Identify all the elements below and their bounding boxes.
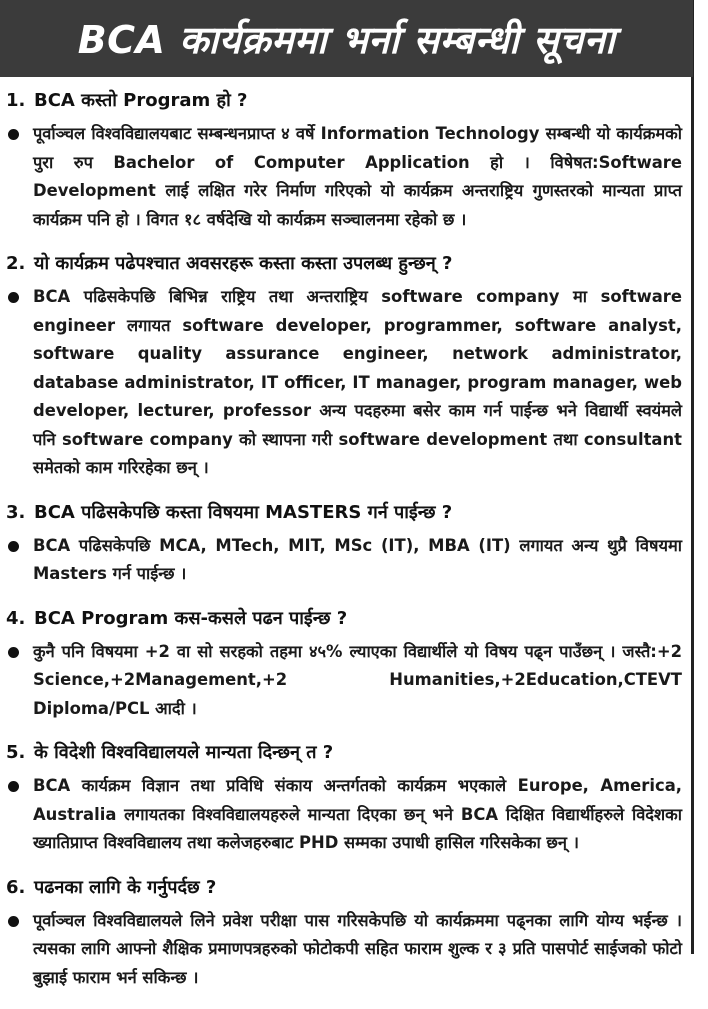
bullet-icon [8, 916, 19, 927]
bullet-icon [8, 292, 19, 303]
question-text: BCA पढिसकेपछि कस्ता विषयमा MASTERS गर्न पाईन्छ ? [34, 501, 453, 523]
faq-item-5 [0, 740, 690, 858]
question-row [0, 740, 690, 766]
answer-text: BCA पढिसकेपछि बिभिन्न राष्ट्रिय तथा अन्तराष्ट्रिय software company मा software engineer लगायत software developer, programmer, software analyst, software quality assurance engineer, network administrator, database administrator, IT officer, IT manager, program manager, web developer, lecturer, professor अन्य पदहरुमा बसेर काम गर्न पाईन्छ भने विद्यार्थी स्वयंमले पनि software company को स्थापना गरी software development तथा consultant समेतको काम गरिरहेका छन् । [33, 287, 682, 477]
right-border-rule [691, 0, 694, 954]
bullet-icon [8, 129, 19, 140]
question-number: 5. [6, 742, 26, 763]
answer-text: BCA पढिसकेपछि MCA, MTech, MIT, MSc (IT), MBA (IT) लगायत अन्य थुप्रै विषयमा Masters गर्न पाईन्छ । [33, 535, 682, 583]
question-number: 4. [6, 607, 26, 629]
faq-list [0, 88, 690, 1009]
question-row [0, 875, 690, 901]
bullet-icon [8, 647, 19, 658]
bullet-icon [8, 781, 19, 792]
page-title: BCA कार्यक्रममा भर्ना सम्बन्धी सूचना [77, 17, 616, 62]
answer-row [0, 283, 690, 483]
faq-item-2 [0, 251, 690, 483]
faq-item-6 [0, 875, 690, 993]
answer-row [0, 120, 690, 234]
question-number: 2. [6, 253, 26, 274]
answer-row [0, 907, 690, 993]
header-banner [0, 0, 693, 77]
question-text: पढनका लागि के गर्नुपर्दछ ? [34, 876, 217, 898]
question-text: के विदेशी विश्वविद्यालयले मान्यता दिन्छन् त ? [34, 742, 334, 763]
answer-row [0, 532, 690, 589]
question-row [0, 606, 690, 632]
question-number: 3. [6, 501, 26, 523]
answer-text: पूर्वाञ्चल विश्वविद्यालयबाट सम्बन्धनप्राप्त ४ वर्षे Information Technology सम्बन्धी यो कार्यक्रमको पुरा रुप Bachelor of Computer Application हो । विषेषत:Software Development लाई लक्षित गरेर निर्माण गरिएको यो कार्यक्रम अन्तराष्ट्रिय गुणस्तरको मान्यता प्राप्त कार्यक्रम पनि हो । विगत १८ वर्षदेखि यो कार्यक्रम सञ्चालनमा रहेको छ । [33, 124, 682, 229]
answer-text: पूर्वाञ्चल विश्वविद्यालयले लिने प्रवेश परीक्षा पास गरिसकेपछि यो कार्यक्रममा पढ्नका लागि योग्य भईन्छ । त्यसका लागि आफ्नो शैक्षिक प्रमाणपत्रहरुको फोटोकपी सहित फाराम शुल्क र ३ प्रति पासपोर्ट साईजको फोटो बुझाई फाराम भर्न सकिन्छ । [33, 910, 682, 987]
faq-item-4 [0, 606, 690, 724]
question-number: 6. [6, 876, 26, 898]
answer-row [0, 638, 690, 724]
question-row [0, 88, 690, 114]
faq-item-3 [0, 500, 690, 589]
question-row [0, 500, 690, 526]
answer-text: कुनै पनि विषयमा +2 वा सो सरहको तहमा ४५% ल्याएका विद्यार्थीले यो विषय पढ्न पाउँछन् । जस्तै:+2 Science,+2Management,+2 Humanities,+2Education,CTEVT Diploma/PCL आदी । [33, 641, 682, 718]
question-text: यो कार्यक्रम पढेपश्चात अवसरहरू कस्ता कस्ता उपलब्ध हुन्छन् ? [34, 253, 453, 274]
faq-item-1 [0, 88, 690, 234]
question-row [0, 251, 690, 277]
question-text: BCA कस्तो Program हो ? [34, 90, 248, 111]
question-text: BCA Program कस-कसले पढन पाईन्छ ? [34, 607, 348, 629]
question-number: 1. [6, 90, 26, 111]
answer-text: BCA कार्यक्रम विज्ञान तथा प्रविधि संकाय अन्तर्गतको कार्यक्रम भएकाले Europe, America, Australia लगायतका विश्वविद्यालयहरुले मान्यता दिएका छन् भने BCA दिक्षित विद्यार्थीहरुले विदेशका ख्यातिप्राप्त विश्वविद्यालय तथा कलेजहरुबाट PHD सम्मका उपाधी हासिल गरिसकेका छन् । [33, 776, 682, 852]
bullet-icon [8, 541, 19, 552]
answer-row [0, 772, 690, 858]
